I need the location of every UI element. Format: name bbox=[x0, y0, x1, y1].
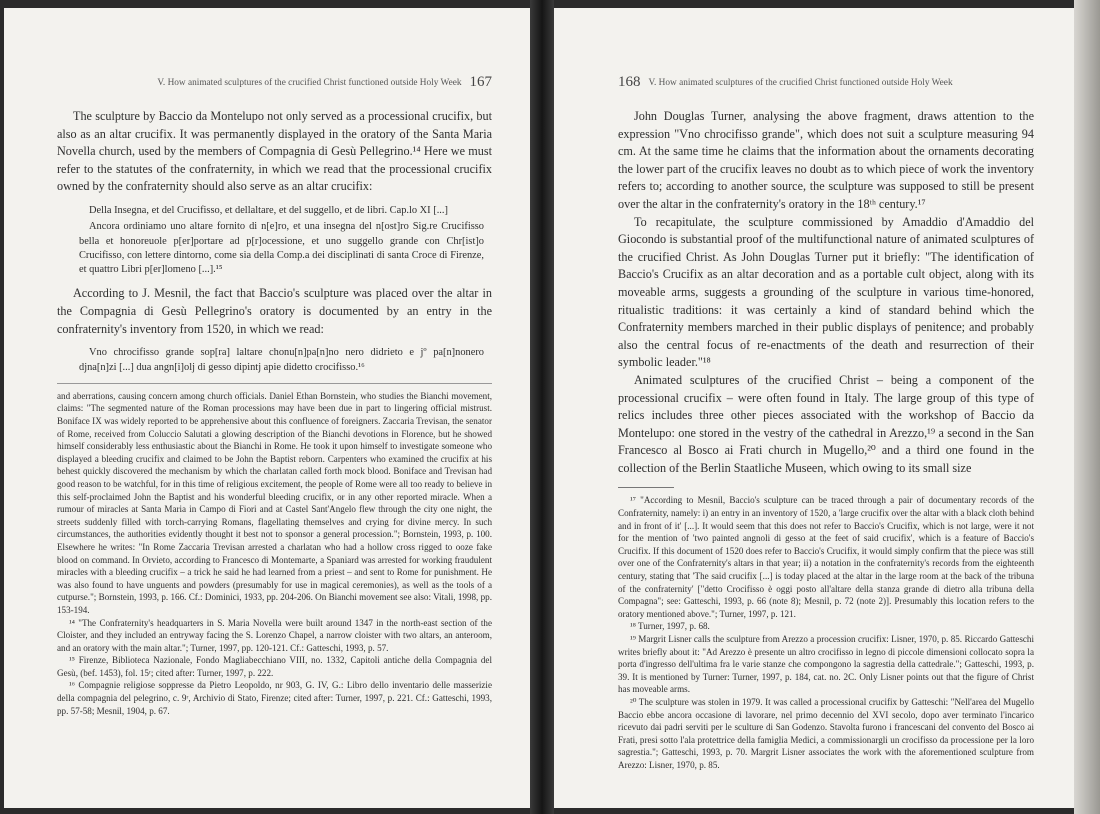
page-number-left: 167 bbox=[469, 74, 492, 90]
footnote-rule bbox=[618, 487, 674, 488]
page-edge bbox=[1074, 0, 1100, 814]
footnote-16: ¹⁶ Compagnie religiose soppresse da Pietro Leopoldo, nr 903, G. IV, G.: Libro dello inventario delle masserizie della compagnia del pelegrino, c. 9ʳ, Archivio di Stato, Firenze; cited after: Turner, 1997, p. 221. Cf.: Gatteschi, 1993, pp. 57-58; Mesnil, 1904, p. 67. bbox=[57, 680, 492, 716]
footnote-14: ¹⁴ "The Confraternity's headquarters in S. Maria Novella were built around 1347 in the north-east section of the Cloister, and they included an entryway facing the S. Lorenzo Chapel, a narrow cloister with two altars, an anteroom, and an oratory with the main altar."; Turner, 1997, pp. 120-121. Cf.: Gatteschi, 1993, p. 57. bbox=[57, 617, 492, 653]
body-paragraph: John Douglas Turner, analysing the above fragment, draws attention to the expression "Vno chrocifisso grande", which does not suit a sculpture measuring 94 cm. At the same time he claims that the information about the ornaments decorating the lower part of the crucifix leaves no doubt as to which piece of work the inventory refers to; according to another source, the sculpture was supposed to still be present over the altar in the confraternity's oratory in the 18ᵗʰ century.¹⁷ bbox=[618, 109, 1034, 211]
left-page bbox=[4, 8, 530, 808]
footnote-18: ¹⁸ Turner, 1997, p. 68. bbox=[630, 621, 710, 632]
footnote-19: ¹⁹ Margrit Lisner calls the sculpture from Arezzo a procession crucifix: Lisner, 1970, p. 85. Riccardo Gatteschi writes briefly about it: "Ad Arezzo è presente un altro crocifisso in legno di piccole dimensioni collocato sopra la porta d'ingresso dell'ultima fra le varie stanze che compongono la sagrestia della cattedrale."; Gatteschi, 1993, p. 39. It is mentioned by Turner: Turner, 1997, p. 184, cat. no. 2C. Only Lisner points out that the figure of Christ has moveable arms. bbox=[618, 634, 1034, 695]
running-head-right bbox=[618, 74, 1034, 94]
running-head-left bbox=[57, 74, 492, 94]
body-paragraph: To recapitulate, the sculpture commissioned by Amaddio d'Amaddio del Giocondo is substantial proof of the multifunctional nature of animated sculptures of the crucified Christ. As John Douglas Turner put it briefly: "The identification of Baccio's Crucifix as an altar decoration and as a portable cult object, along with its moveable arms, suggests a grounding of the sculpture in various time-honored, ritualistic traditions: it was certainly a kind of standard behind which the Confraternity members marched in their public displays of penitence; and probably also the central focus of re-enactments of the death and resurrection of their symbolic leader."¹⁸ bbox=[618, 214, 1034, 370]
running-head-text: V. How animated sculptures of the crucified Christ functioned outside Holy Week bbox=[157, 78, 462, 88]
footnote-15: ¹⁵ Firenze, Biblioteca Nazionale, Fondo Magliabecchiano VIII, no. 1332, Capitoli antiche della Compagnia del Gesù, (bef. 1453), fol. 15ʳ; cited after: Turner, 1997, p. 222. bbox=[57, 655, 492, 678]
block-quote: Della Insegna, et del Crucifisso, et dellaltare, et del suggello, et de libri. Cap.lo XI [...] bbox=[89, 204, 448, 216]
page-number-right: 168 bbox=[618, 74, 641, 90]
book-gutter bbox=[530, 0, 554, 814]
block-quote: Vno chrocifisso grande sop[ra] laltare chonu[n]pa[n]no nero didrieto e jº pa[n]nonero djna[n]zi [...] dua angn[i]olj di gesso dipintj apie didetto crocifisso.¹⁶ bbox=[79, 347, 484, 373]
footnote-20: ²⁰ The sculpture was stolen in 1979. It was called a processional crucifix by Gatteschi: "Nell'area del Mugello Baccio ebbe ancora occasione di lavorare, nel primo decennio del XVI secolo, dopo aver terminato l'incarico ricevuto dai padri serviti per le sculture di San Godenzo. Stavolta furono i francescani del convento del Bosco ai Frati, presi sotto l'ala protettrice della famiglia Medici, a commissionargli un crocifisso da processione per la loro sagrestia."; Gatteschi, 1993, p. 70. Margrit Lisner associates the work with the aforementioned sculpture from Arezzo: Lisner, 1970, p. 85. bbox=[618, 696, 1034, 770]
body-paragraph: According to J. Mesnil, the fact that Baccio's sculpture was placed over the altar in the Compagnia di Gesù Pellegrino's oratory is documented by an entry in the confraternity's inventory from 1520, in which we read: bbox=[57, 286, 492, 336]
block-quote: Ancora ordiniamo uno altare fornito di n[e]ro, et una insegna del n[ost]ro Sig.re Crucifisso bella et honoreuole p[er]portare ad p[r]ocessione, et uno suggello grande con Chr[ist]o Crucifisso, con lettere dintorno, come sia della Comp.a dei disciplinati di santa Croce di Firenze, et quattro Libri p[er]lomeno [...].¹⁵ bbox=[79, 221, 484, 276]
footnote-continued: and aberrations, causing concern among church officials. Daniel Ethan Bornstein, who studies the Bianchi movement, claims: "The segmented nature of the Roman processions may have been due in part to lingering official mistrust. Boniface IX was widely reported to be apprehensive about this confluence of foreigners. Zaccaria Trevisan, the senator of Rome, received from Coluccio Salutati a glowing description of the Bianchi devotions in Florence, but he showed himself considerably less enthusiastic about the Bianchi in Rome. He took it upon himself to investigate someone who displayed a bleeding crucifix and claimed to be John the Baptist reborn. Carpenters who examined the crucifix at his behest quickly discovered the mechanism by which the charlatan called forth mock blood. Boniface and Trevisan had good reason to be watchful, for in this time of religious excitement, the people of Rome were all too ready to believe in this self-proclaimed John the Baptist and his wonderful bleeding crucifix, or in any other reported miracle. When a rumour of miracles at Santa Maria in Campo di Fiori and at Castel Sant'Angelo flew through the city one night, the streets suddenly filled with torch-carrying Romans, flagellating themselves and crying for divine mercy. In such circumstances, the authorities evidently thought it best not to sponsor a general procession."; Bornstein, 1993, p. 100. Elsewhere he writes: "In Rome Zaccaria Trevisan arrested a charlatan who had a hollow cross rigged to ooze fake blood on command. In Orvieto, according to Francesco di Montemarte, a Spaniard was arrested for working fraudulent miracles with a bleeding crucifix – a trick he said he had learned from a priest – and sent to Rome for punishment. He was also found to have unguents and powders (presumably for use in magical ceremonies), as well as the tools of a cutpurse."; Bornstein, 1993, p. 166. Cf.: Dominici, 1933, pp. 204-206. On Bianchi movement see also: Vitali, 1998, pp. 153-194. bbox=[57, 390, 492, 615]
footnote-rule bbox=[57, 383, 492, 384]
footnote-17: ¹⁷ "According to Mesnil, Baccio's sculpture can be traced through a pair of documentary records of the Confraternity, namely: i) an entry in an inventory of 1520, a 'large crucifix over the altar with a black cloth behind and in front of it' [...]. It would seem that this does not refer to Baccio's Crucifix, which is not large, were it not for the mention of 'two painted angnoli di gesso at the feet of said crucifix', which is a feature of Baccio's Crucifix. If this document of 1520 does refer to Baccio's Crucifix, it would simply confirm that the piece was still over one of the Confraternity's altars in that year; ii) a notation in the confraternity's records from the eighteenth century, stating that 'The said crucifix [...] is today placed at the altar in the large room at the back of the tribuna of the confraternity' ["detto Crocifisso è oggi posto all'altare della stanza grande di dietro alla tribuna della Compagna"; see: Gatteschi, 1993, p. 66 (note 8); Mesnil, p. 72 (note 2)]. Presumably this location refers to the oratory mentioned above."; Turner, 1997, p. 121. bbox=[618, 495, 1034, 619]
right-page bbox=[554, 8, 1074, 808]
running-head-text: V. How animated sculptures of the crucified Christ functioned outside Holy Week bbox=[648, 78, 953, 88]
body-paragraph: Animated sculptures of the crucified Christ – being a component of the processional crucifix – were often found in Italy. The large group of this type of relics includes three other pieces associated with the workshop of Baccio da Montelupo: one stored in the vestry of the cathedral in Arezzo,¹⁹ a second in the San Francesco al Bosco ai Frati church in Mugello,²⁰ and a third one found in the collection of the Berlin Staatliche Museen, which owing to its small size bbox=[618, 372, 1034, 475]
body-paragraph: The sculpture by Baccio da Montelupo not only served as a processional crucifix, but also as an altar crucifix. It was permanently displayed in the oratory of the Santa Maria Novella church, used by the members of Compagnia di Gesù Pellegrino.¹⁴ Here we must refer to the statutes of the confraternity, in which we read that the processional crucifix owned by the confraternity should also serve as an altar crucifix: bbox=[57, 109, 492, 194]
